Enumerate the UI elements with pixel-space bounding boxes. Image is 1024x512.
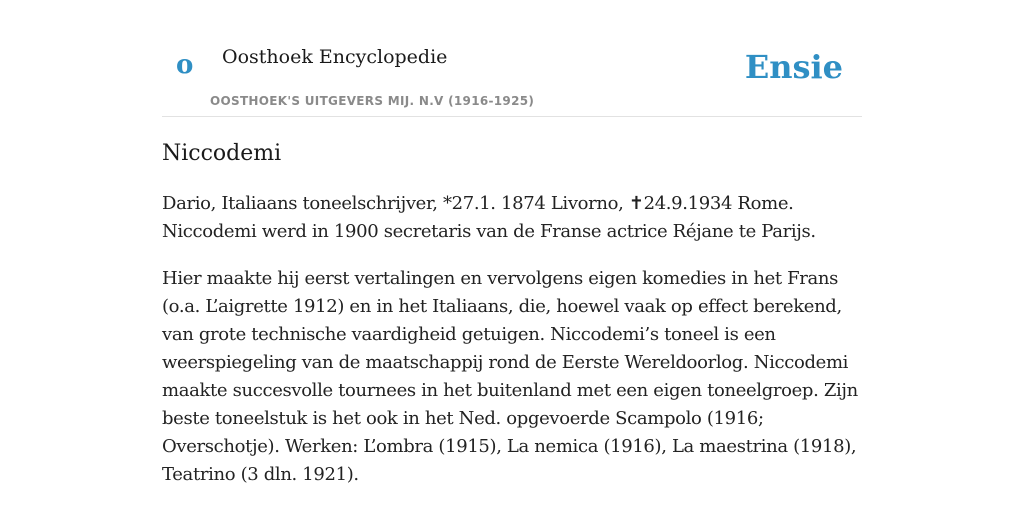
article-paragraph: Dario, Italiaans toneelschrijver, *27.1. 1874 Livorno, ✝24.9.1934 Rome. Niccodemi werd in 1900 secretaris van de Franse actrice Réjane te Parijs. (162, 193, 816, 242)
site-logo[interactable]: o (176, 50, 194, 80)
publisher-subtitle: OOSTHOEK'S UITGEVERS MIJ. N.V (1916-1925) (210, 94, 535, 108)
site-header (162, 40, 862, 117)
article (162, 138, 862, 508)
article-paragraph: Hier maakte hij eerst vertalingen en vervolgens eigen komedies in het Frans (o.a. L’aigrette 1912) en in het Italiaans, die, hoewel vaak op effect berekend, van grote technische vaardigheid getuigen. Niccodemi’s toneel is een weerspiegeling van de maatschappij rond de Eerste Wereldoorlog. Niccodemi maakte succesvolle tournees in het buitenland met een eigen toneelgroep. Zijn beste toneelstuk is het ook in het Ned. opgevoerde Scampolo (1916; Overschotje). Werken: L’ombra (1915), La nemica (1916), La maestrina (1918), Teatrino (3 dln. 1921). (162, 268, 858, 485)
brand-logo-link[interactable]: Ensie (744, 48, 843, 86)
site-title[interactable]: Oosthoek Encyclopedie (222, 46, 448, 68)
article-title: Niccodemi (162, 141, 282, 166)
